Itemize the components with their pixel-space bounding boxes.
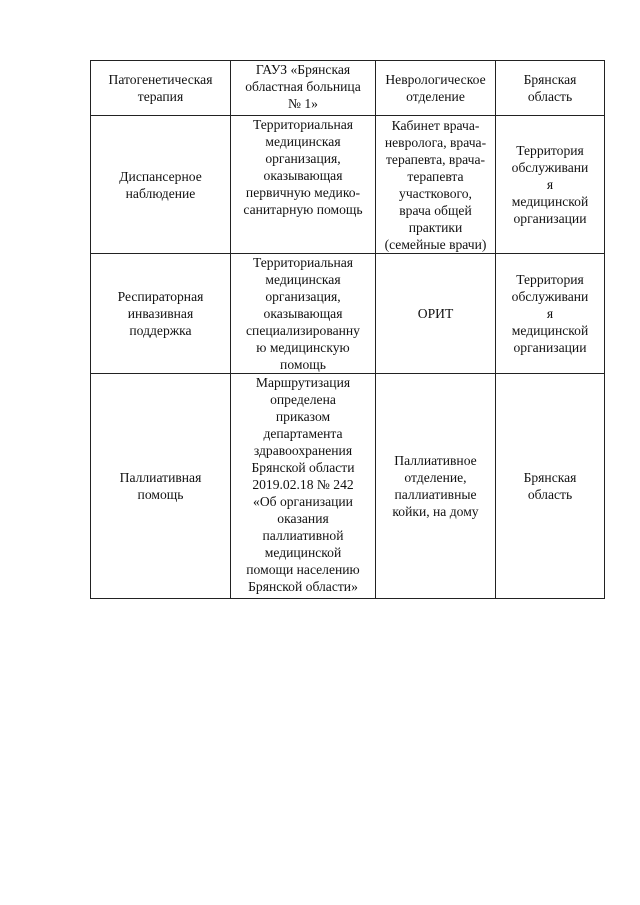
cell-department	[376, 374, 496, 599]
header-cell-therapy	[91, 61, 231, 116]
row-1-organization: Территориальная медицинская организация, оказывающая первичную медико- санитарную помощь	[243, 117, 363, 217]
cell-therapy	[91, 374, 231, 599]
header-cell-region	[496, 61, 605, 116]
header-cell-department	[376, 61, 496, 116]
cell-region	[496, 374, 605, 599]
cell-department	[376, 116, 496, 254]
cell-organization	[231, 374, 376, 599]
row-3-therapy: Паллиативная помощь	[119, 470, 202, 502]
routing-table	[90, 60, 605, 599]
row-1-department: Кабинет врача- невролога, врача- терапевта, врача- терапевта участкового, врача общей практики (семейные врачи)	[384, 117, 487, 252]
row-2-therapy: Респираторная инвазивная поддержка	[117, 289, 204, 338]
header-therapy-label: Патогенетическая терапия	[108, 72, 213, 104]
cell-region	[496, 254, 605, 374]
header-hospital-label: ГАУЗ «Брянская областная больница № 1»	[245, 62, 361, 111]
row-1-therapy: Диспансерное наблюдение	[119, 168, 202, 201]
header-department-label: Неврологическое отделение	[385, 72, 486, 104]
header-cell-hospital	[231, 61, 376, 116]
row-2-organization: Территориальная медицинская организация, оказывающая специализированну ю медицинскую помощь	[246, 255, 360, 372]
cell-department	[376, 254, 496, 374]
table-row	[91, 116, 605, 254]
row-2-region: Территория обслуживани я медицинской организации	[511, 272, 589, 355]
cell-region	[496, 116, 605, 254]
row-3-region: Брянская область	[523, 470, 577, 502]
cell-therapy	[91, 254, 231, 374]
row-1-region: Территория обслуживани я медицинской организации	[511, 143, 589, 226]
row-2-department: ОРИТ	[417, 306, 454, 321]
table-header-row	[91, 61, 605, 116]
row-3-department: Паллиативное отделение, паллиативные койки, на дому	[392, 453, 479, 519]
cell-organization	[231, 254, 376, 374]
table-row	[91, 374, 605, 599]
header-region-label: Брянская область	[523, 72, 577, 104]
cell-organization	[231, 116, 376, 254]
cell-therapy	[91, 116, 231, 254]
row-3-organization: Маршрутизация определена приказом департамента здравоохранения Брянской области 2019.02.18 № 242 «Об организации оказания паллиативной медицинской помощи населению Брянской области»	[246, 375, 360, 594]
table-row	[91, 254, 605, 374]
